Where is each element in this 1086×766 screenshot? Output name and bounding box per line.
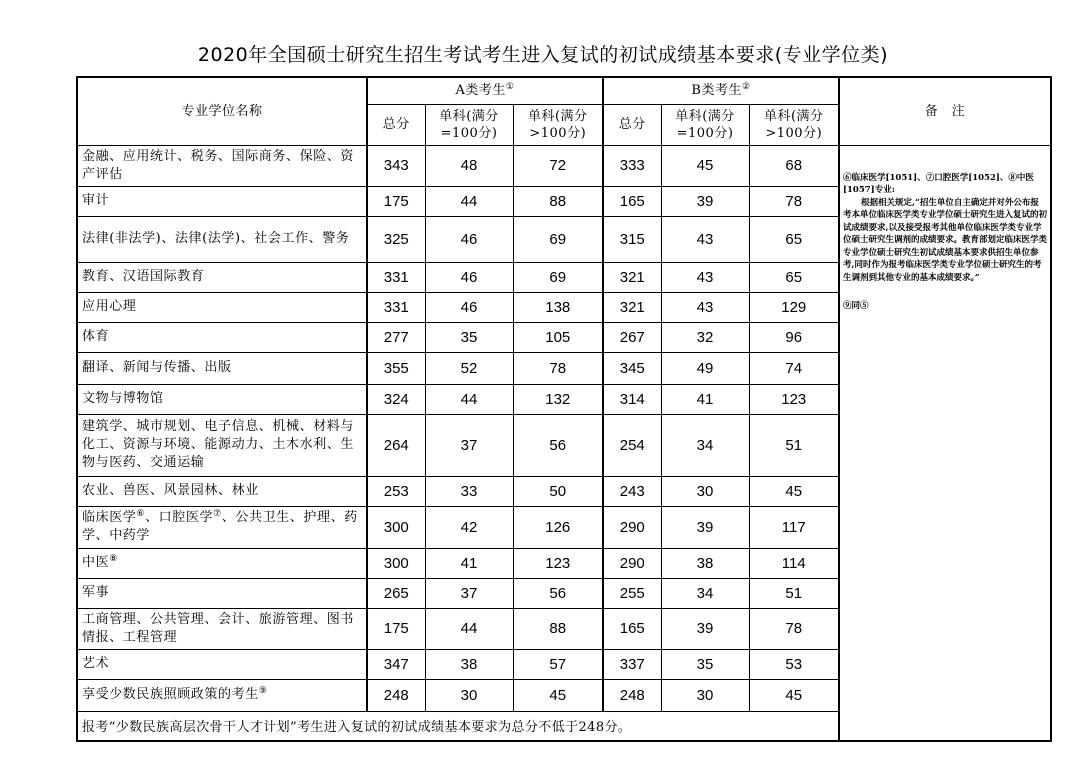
score-b-gt100: 53 — [749, 649, 839, 679]
score-b-total: 337 — [603, 649, 661, 679]
score-b-total: 290 — [603, 506, 661, 548]
score-a-total: 265 — [367, 578, 425, 608]
score-b-gt100: 65 — [749, 262, 839, 292]
major-name: 农业、兽医、风景园林、林业 — [77, 476, 367, 506]
score-a-gt100: 123 — [513, 548, 603, 578]
score-b-total: 321 — [603, 262, 661, 292]
score-b-gt100: 129 — [749, 292, 839, 322]
score-a-100: 46 — [425, 262, 513, 292]
score-a-100: 52 — [425, 352, 513, 384]
remark-line-2: 根据相关规定,“招生单位自主确定并对外公布报考本单位临床医学类专业学位硕士研究生进入复试的初试成绩要求,以及接受报考其他单位临床医学类专业学位硕士研究生调剂的成绩要求。教育部划定临床医学类专业学位硕士研究生初试成绩基本要求供招生单位参考,同时作为报考临床医学类专业学位硕士研究生的考生调剂到其他专业的基本成绩要求。” — [843, 197, 1048, 283]
score-b-total: 255 — [603, 578, 661, 608]
table-row — [77, 145, 1051, 186]
score-b-100: 41 — [661, 384, 749, 414]
score-b-100: 34 — [661, 578, 749, 608]
score-b-gt100: 78 — [749, 186, 839, 216]
major-name: 金融、应用统计、税务、国际商务、保险、资产评估 — [77, 145, 367, 186]
score-b-total: 165 — [603, 608, 661, 649]
score-b-100: 49 — [661, 352, 749, 384]
score-b-total: 267 — [603, 322, 661, 352]
score-a-total: 325 — [367, 216, 425, 262]
score-a-gt100: 69 — [513, 216, 603, 262]
score-table — [76, 76, 1052, 742]
score-b-gt100: 51 — [749, 578, 839, 608]
score-a-gt100: 88 — [513, 608, 603, 649]
score-b-gt100: 51 — [749, 414, 839, 476]
score-b-gt100: 114 — [749, 548, 839, 578]
score-a-100: 38 — [425, 649, 513, 679]
score-a-100: 46 — [425, 216, 513, 262]
score-a-total: 175 — [367, 608, 425, 649]
score-b-100: 45 — [661, 145, 749, 186]
score-b-100: 30 — [661, 476, 749, 506]
score-b-gt100: 96 — [749, 322, 839, 352]
major-name: 军事 — [77, 578, 367, 608]
score-a-gt100: 45 — [513, 679, 603, 711]
major-name: 翻译、新闻与传播、出版 — [77, 352, 367, 384]
score-b-gt100: 45 — [749, 679, 839, 711]
score-a-gt100: 138 — [513, 292, 603, 322]
score-a-gt100: 72 — [513, 145, 603, 186]
major-name: 应用心理 — [77, 292, 367, 322]
score-b-total: 254 — [603, 414, 661, 476]
score-b-100: 35 — [661, 649, 749, 679]
header-a-total: 总分 — [367, 104, 425, 145]
major-name: 中医⑧ — [77, 548, 367, 578]
remarks-cell — [839, 145, 1051, 741]
major-name: 工商管理、公共管理、会计、旅游管理、图书情报、工程管理 — [77, 608, 367, 649]
score-b-total: 315 — [603, 216, 661, 262]
major-name: 临床医学⑥、口腔医学⑦、公共卫生、护理、药学、中药学 — [77, 506, 367, 548]
score-b-100: 39 — [661, 186, 749, 216]
score-b-total: 248 — [603, 679, 661, 711]
score-a-total: 355 — [367, 352, 425, 384]
score-b-gt100: 117 — [749, 506, 839, 548]
score-a-total: 300 — [367, 548, 425, 578]
score-b-total: 321 — [603, 292, 661, 322]
score-a-total: 324 — [367, 384, 425, 414]
score-b-100: 39 — [661, 608, 749, 649]
major-name: 审计 — [77, 186, 367, 216]
score-b-100: 43 — [661, 292, 749, 322]
score-a-gt100: 56 — [513, 578, 603, 608]
header-major: 专业学位名称 — [77, 77, 367, 145]
score-b-total: 165 — [603, 186, 661, 216]
score-a-gt100: 78 — [513, 352, 603, 384]
score-a-100: 44 — [425, 608, 513, 649]
score-a-gt100: 88 — [513, 186, 603, 216]
major-name: 建筑学、城市规划、电子信息、机械、材料与化工、资源与环境、能源动力、土木水利、生物与医药、交通运输 — [77, 414, 367, 476]
score-b-100: 30 — [661, 679, 749, 711]
score-b-gt100: 74 — [749, 352, 839, 384]
score-b-100: 39 — [661, 506, 749, 548]
score-a-gt100: 132 — [513, 384, 603, 414]
page-title: 2020年全国硕士研究生招生考试考生进入复试的初试成绩基本要求(专业学位类) — [197, 44, 889, 66]
score-a-gt100: 50 — [513, 476, 603, 506]
score-a-100: 35 — [425, 322, 513, 352]
score-a-total: 264 — [367, 414, 425, 476]
remark-line-1: ⑥临床医学[1051]、⑦口腔医学[1052]、⑧中医[1057]专业: — [843, 172, 1034, 195]
score-b-100: 43 — [661, 262, 749, 292]
score-b-100: 32 — [661, 322, 749, 352]
score-a-total: 343 — [367, 145, 425, 186]
remark-line-3: ⑨同⑤ — [843, 301, 869, 311]
major-name: 享受少数民族照顾政策的考生⑨ — [77, 679, 367, 711]
score-a-gt100: 57 — [513, 649, 603, 679]
major-name: 体育 — [77, 322, 367, 352]
score-a-total: 331 — [367, 292, 425, 322]
score-a-100: 48 — [425, 145, 513, 186]
major-name: 法律(非法学)、法律(法学)、社会工作、警务 — [77, 216, 367, 262]
header-a-single-100: 单科(满分=100分) — [425, 104, 513, 145]
score-b-100: 38 — [661, 548, 749, 578]
major-name: 艺术 — [77, 649, 367, 679]
score-a-100: 46 — [425, 292, 513, 322]
header-b-single-100: 单科(满分=100分) — [661, 104, 749, 145]
score-b-gt100: 78 — [749, 608, 839, 649]
score-a-total: 277 — [367, 322, 425, 352]
score-a-100: 44 — [425, 186, 513, 216]
score-b-total: 333 — [603, 145, 661, 186]
score-b-total: 290 — [603, 548, 661, 578]
score-a-gt100: 126 — [513, 506, 603, 548]
score-a-100: 41 — [425, 548, 513, 578]
score-a-100: 37 — [425, 414, 513, 476]
header-b-single-gt100: 单科(满分>100分) — [749, 104, 839, 145]
major-name: 教育、汉语国际教育 — [77, 262, 367, 292]
score-a-100: 42 — [425, 506, 513, 548]
score-a-total: 253 — [367, 476, 425, 506]
score-b-gt100: 45 — [749, 476, 839, 506]
score-a-100: 30 — [425, 679, 513, 711]
score-b-gt100: 65 — [749, 216, 839, 262]
header-group-a: A类考生① — [367, 77, 603, 104]
major-name: 文物与博物馆 — [77, 384, 367, 414]
header-a-single-gt100: 单科(满分>100分) — [513, 104, 603, 145]
score-a-gt100: 69 — [513, 262, 603, 292]
score-a-total: 347 — [367, 649, 425, 679]
score-b-100: 43 — [661, 216, 749, 262]
header-b-total: 总分 — [603, 104, 661, 145]
score-b-gt100: 123 — [749, 384, 839, 414]
score-a-100: 37 — [425, 578, 513, 608]
score-b-total: 345 — [603, 352, 661, 384]
score-b-100: 34 — [661, 414, 749, 476]
header-group-b: B类考生② — [603, 77, 839, 104]
score-a-100: 44 — [425, 384, 513, 414]
score-a-total: 175 — [367, 186, 425, 216]
score-a-total: 331 — [367, 262, 425, 292]
score-b-gt100: 68 — [749, 145, 839, 186]
score-a-total: 248 — [367, 679, 425, 711]
score-a-gt100: 56 — [513, 414, 603, 476]
score-b-total: 243 — [603, 476, 661, 506]
header-remarks: 备 注 — [839, 77, 1051, 145]
score-a-100: 33 — [425, 476, 513, 506]
score-a-gt100: 105 — [513, 322, 603, 352]
score-b-total: 314 — [603, 384, 661, 414]
score-a-total: 300 — [367, 506, 425, 548]
footnote: 报考“少数民族高层次骨干人才计划”考生进入复试的初试成绩基本要求为总分不低于248分。 — [77, 711, 839, 741]
